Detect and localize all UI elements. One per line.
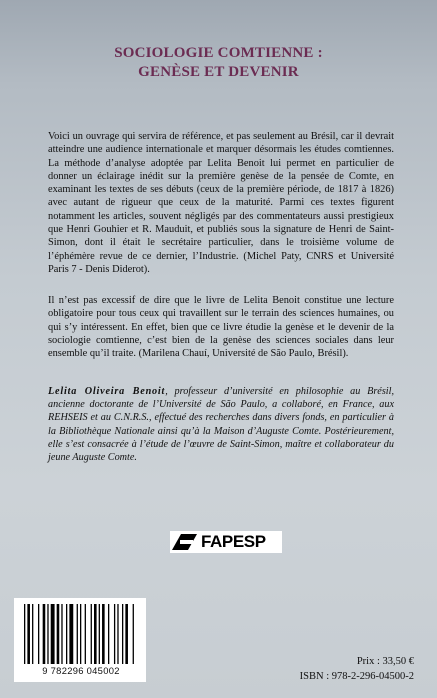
barcode-bar [77, 604, 78, 664]
barcode-bar [80, 604, 81, 664]
fapesp-logo-text: FAPESP [201, 532, 266, 551]
author-name: Lelita Oliveira Benoit [48, 386, 166, 397]
barcode-bar [133, 604, 134, 664]
author-bio-text: , professeur d’université en philosophie au Brésil, ancienne doctorante de l’Université de São Paulo, a collaboré, en France, aux REHSEIS et au C.N.R.S., effectué des recherches dans divers fonds, en particulier à la Bibliothèque Nationale ainsi qu’à la Maison d’Auguste Comte. Postérieurement, elle s’est consacrée à l’étude de l’œuvre de Saint-Simon, maître et collaborateur du jeune Auguste Comte. [48, 386, 394, 464]
barcode-bar [108, 604, 109, 664]
barcode [14, 598, 146, 682]
barcode-bar [32, 604, 33, 664]
barcode-bar [122, 604, 123, 664]
barcode-bar [43, 604, 46, 664]
barcode-bar [94, 604, 97, 664]
fapesp-logo [170, 531, 282, 553]
price: Prix : 33,50 € [356, 656, 414, 667]
book-title-line-1: SOCIOLOGIE COMTIENNE : [114, 45, 323, 61]
barcode-bar [66, 604, 67, 664]
barcode-number: 9 782296 045002 [42, 665, 120, 676]
barcode-bar [91, 604, 92, 664]
barcode-bar [102, 604, 105, 664]
fapesp-logo-icon [170, 531, 200, 553]
book-title-line-2: GENÈSE ET DEVENIR [138, 64, 299, 80]
book-title [0, 44, 437, 82]
barcode-bar [61, 604, 62, 664]
barcode-bar [117, 604, 118, 664]
barcode-bar [99, 604, 100, 664]
author-bio [48, 385, 394, 464]
barcode-bar [125, 604, 128, 664]
barcode-bar [69, 604, 73, 664]
barcode-bar [51, 604, 55, 664]
barcode-bar [85, 604, 86, 664]
barcode-bar [47, 604, 48, 664]
review-paty: Voici un ouvrage qui servira de référence, et pas seulement au Brésil, car il devrait atteindre une audience internationale et marquer désormais les études comtiennes. La méthode d’analyse adoptée par Lelita Benoit lui permet en particulier de donner un éclairage inédit sur la première genèse de la pensée de Comte, en examinant les textes de ses débuts (ceux de la première période, de 1817 à 1826) avec autant de rigueur que ceux de la maturité. Parmi ces textes figurent notamment les articles, souvent négligés par des commentateurs aussi prestigieux que Henri Gouhier et R. Mauduit, et publiés sous la signature de Henri de Saint-Simon, dont il était le secrétaire particulier, dans le troisième volume de l’éphémère revue de ce dernier, l’Industrie. (Michel Paty, CNRS et Université Paris 7 - Denis Diderot). [48, 131, 394, 275]
barcode-bar [57, 604, 60, 664]
barcode-icon [24, 604, 136, 664]
barcode-bar [24, 604, 25, 664]
barcode-bar [27, 604, 30, 664]
review-chaui: Il n’est pas excessif de dire que le livre de Lelita Benoit constitue une lecture obligatoire pour tous ceux qui travaillent sur le terrain des sciences humaines, ou qui s’y intéressent. En effet, bien que ce livre étudie la genèse et le devenir de la sociologie comtienne, c’est bien de la genèse des sciences sociales dans leur ensemble qu’il traite. (Marilena Chauí, Université de São Paulo, Brésil). [48, 295, 394, 360]
isbn: ISBN : 978-2-296-04500-2 [299, 671, 414, 682]
barcode-bar [38, 604, 39, 664]
barcode-bar [114, 604, 115, 664]
